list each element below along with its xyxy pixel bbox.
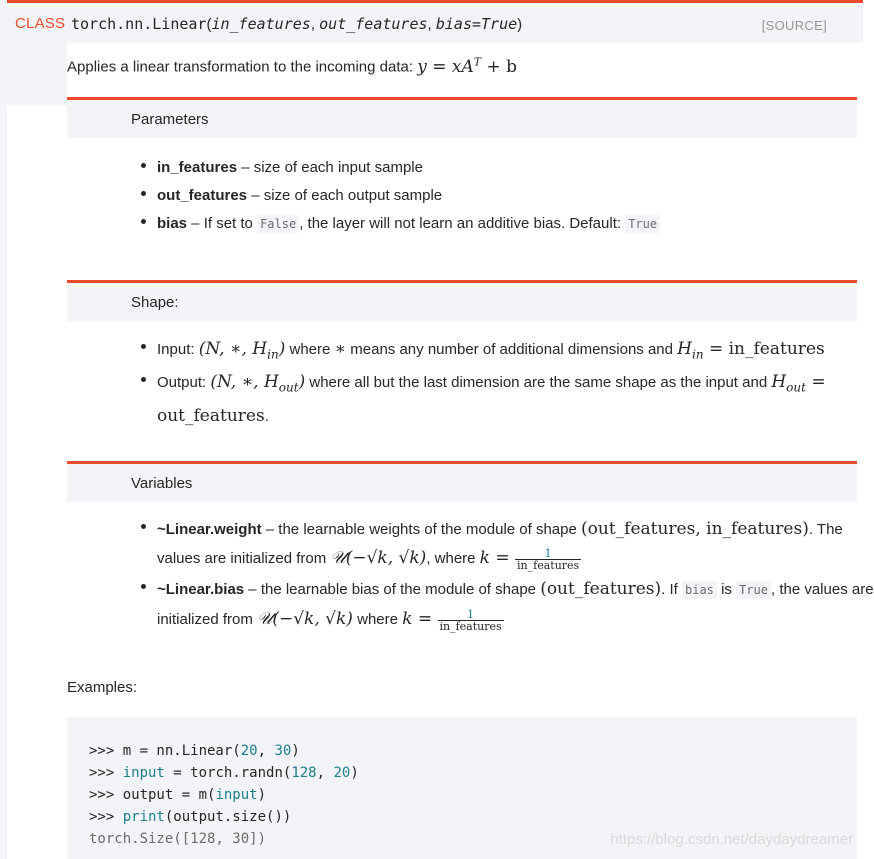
code-line: >>> output = m(input) bbox=[89, 787, 267, 803]
variable-weight-item: ~Linear.weight – the learnable weights of the module of shape (out_features, in_features). The values are initialized from 𝒰(−√k, √k), where k = $\frac{1}{\text{in\_features}}$ bbox=[139, 515, 874, 573]
shape-output-item: Output: (N, ∗, $H_{out}$) where all but the last dimension are the same shape as the input and $H_{out}$ = out_features. bbox=[139, 368, 826, 430]
shape-title: Shape: bbox=[131, 294, 179, 311]
variables-title: Variables bbox=[131, 475, 193, 492]
shape-list bbox=[139, 335, 826, 431]
code-line: >>> print(output.size()) bbox=[89, 809, 292, 825]
class-signature: torch.nn.Linear(in_features, out_features, bias=True) bbox=[71, 15, 523, 33]
list-item: bias – If set to False , the layer will not learn an additive bias. Default: True bbox=[139, 210, 660, 238]
class-signature-header bbox=[7, 0, 863, 43]
parameters-list bbox=[139, 154, 660, 238]
code-line: >>> input = torch.randn(128, 20) bbox=[89, 765, 359, 781]
parameters-header bbox=[67, 97, 857, 138]
param-in-features: in_features bbox=[211, 15, 311, 33]
variable-bias-item: ~Linear.bias – the learnable bias of the module of shape (out_features). If bias is True , the values are initialized from 𝒰(−√k, √k) where k = $\frac{1}{\text{in\_features}}$ bbox=[139, 575, 874, 634]
param-bias: bias=True bbox=[435, 15, 518, 33]
list-item: in_features – size of each input sample bbox=[139, 154, 660, 182]
weight-fraction: $\frac{1}{\text{in\_features}}$ bbox=[517, 546, 580, 572]
linear-formula: $y = xA^T + b$ bbox=[417, 55, 518, 77]
left-rail bbox=[0, 0, 7, 859]
param-out-features: out_features bbox=[319, 15, 428, 33]
class-name: torch.nn.Linear bbox=[71, 15, 207, 33]
class-description: Applies a linear transformation to the incoming data: $y = xA^T + b$ bbox=[67, 55, 518, 77]
shape-header bbox=[67, 280, 857, 321]
shape-input-item: Input: (N, ∗, $H_{in}$) where ∗ means any number of additional dimensions and $H_{in}$ = in_features bbox=[139, 335, 826, 368]
indent-block bbox=[0, 43, 67, 105]
parameters-title: Parameters bbox=[131, 111, 209, 128]
bias-fraction: $\frac{1}{\text{in\_features}}$ bbox=[439, 607, 502, 633]
watermark: https://blog.csdn.net/daydaydreamer bbox=[610, 831, 853, 848]
variables-list bbox=[139, 515, 874, 634]
code-line: >>> m = nn.Linear(20, 30) bbox=[89, 743, 300, 759]
class-keyword: CLASS bbox=[15, 15, 66, 32]
code-output-line: torch.Size([128, 30]) bbox=[89, 831, 267, 847]
list-item: out_features – size of each output sample bbox=[139, 182, 660, 210]
source-link[interactable]: [SOURCE] bbox=[761, 18, 827, 33]
examples-label: Examples: bbox=[67, 679, 138, 696]
variables-header bbox=[67, 461, 857, 502]
